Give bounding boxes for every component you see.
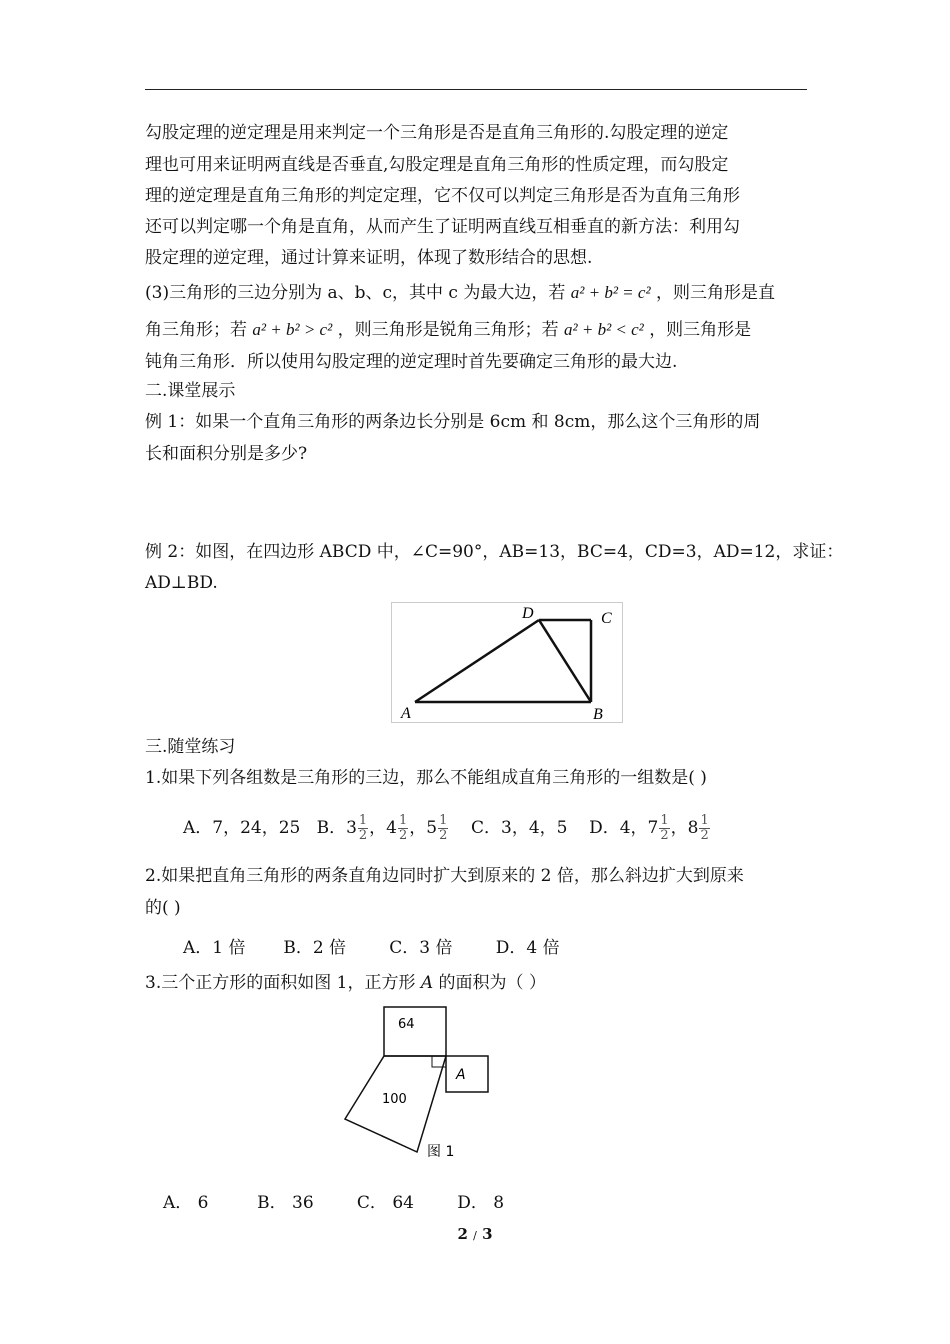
fraction-den: 2	[399, 828, 408, 843]
text: 角三角形；若	[145, 320, 247, 340]
quadrilateral-figure	[391, 602, 623, 724]
section-heading: 二.课堂展示	[145, 381, 236, 401]
total-pages: 3	[482, 1225, 493, 1243]
option-text: D．4，7	[589, 818, 659, 838]
option-d: D． 8	[457, 1193, 505, 1213]
square-64	[384, 1007, 446, 1056]
label-c: C	[601, 610, 612, 627]
option-c: C．3，4，5	[471, 818, 568, 838]
equation	[571, 283, 651, 302]
equation-text: a² + b² = c²	[570, 283, 651, 302]
para-3-line-3: 钝角三角形．所以使用勾股定理的逆定理时首先要确定三角形的最大边.	[145, 352, 678, 372]
para-line: 还可以判定哪一个角是直角，从而产生了证明两直线互相垂直的新方法：利用勾	[145, 217, 740, 237]
fraction-den: 2	[439, 828, 448, 843]
para-line: 股定理的逆定理，通过计算来证明，体现了数形结合的思想.	[145, 248, 593, 268]
question-3-stem	[145, 971, 546, 995]
option-c: C．3 倍	[389, 938, 453, 958]
option-text: ，5	[409, 818, 438, 838]
option-b: B．2 倍	[283, 938, 347, 958]
option-a: A．7，24，25	[183, 818, 301, 838]
para-line: 勾股定理的逆定理是用来判定一个三角形是否是直角三角形的.勾股定理的逆定	[145, 123, 729, 143]
option-d: D．4 倍	[495, 938, 560, 958]
question-3-options	[163, 1191, 504, 1215]
option-a: A．1 倍	[183, 938, 246, 958]
label-a: A	[456, 1067, 466, 1083]
para-3-line-1	[145, 281, 775, 305]
page-separator: /	[473, 1229, 477, 1242]
stem-variable: A	[420, 973, 434, 993]
equation: a² + b² > c²	[252, 320, 333, 339]
stem-text: 的面积为（ ）	[438, 973, 546, 993]
question-2-stem: 2.如果把直角三角形的两条直角边同时扩大到原来的 2 倍，那么斜边扩大到原来	[145, 866, 744, 886]
example-2-line: AD⊥BD.	[145, 573, 218, 593]
fraction	[659, 814, 669, 843]
option-d	[589, 813, 711, 843]
label-100: 100	[382, 1092, 407, 1107]
fraction	[358, 814, 368, 843]
fraction-den: 2	[660, 828, 669, 843]
stem-text: 3.三个正方形的面积如图 1，正方形	[145, 973, 416, 993]
fraction-num: 1	[660, 813, 669, 828]
fraction	[699, 814, 709, 843]
para-line: 理也可用来证明两直线是否垂直,勾股定理是直角三角形的性质定理，而勾股定	[145, 155, 729, 175]
example-1-line: 例 1：如果一个直角三角形的两条边长分别是 6cm 和 8cm，那么这个三角形的周	[145, 412, 761, 432]
option-b	[316, 813, 450, 843]
option-text: ，8	[670, 818, 699, 838]
three-squares-figure	[340, 1000, 500, 1165]
text: ，则三角形是直	[655, 283, 775, 303]
fraction-num: 1	[399, 813, 408, 828]
side-ad	[415, 620, 539, 702]
label-64: 64	[398, 1017, 415, 1032]
text: (3)三角形的三边分别为 a、b、c，其中 c 为最大边，若	[145, 283, 566, 303]
square-a	[446, 1056, 488, 1092]
option-text: ，4	[369, 818, 397, 838]
question-1-options	[183, 808, 711, 848]
header-rule	[145, 89, 807, 90]
fraction-den: 2	[358, 828, 368, 843]
side-bd	[539, 620, 591, 702]
figure-caption: 图 1	[427, 1144, 455, 1160]
label-a: A	[401, 705, 411, 722]
example-2-line: 例 2：如图，在四边形 ABCD 中，∠C=90°，AB=13，BC=4，CD=3，AD=12，求证：	[145, 542, 844, 562]
fraction	[398, 814, 408, 843]
section-heading: 三.随堂练习	[145, 737, 236, 757]
question-2-options	[183, 936, 560, 960]
label-b: B	[593, 706, 603, 723]
equation: a² + b² < c²	[564, 320, 644, 339]
page-number	[0, 1225, 950, 1243]
para-line: 理的逆定理是直角三角形的判定定理，它不仅可以判定三角形是否为直角三角形	[145, 186, 740, 206]
text: ，则三角形是	[649, 320, 752, 340]
example-1-line: 长和面积分别是多少?	[145, 444, 308, 464]
current-page: 2	[457, 1225, 468, 1243]
para-3-line-2	[145, 318, 751, 342]
fraction-den: 2	[700, 828, 709, 843]
fraction-num: 1	[358, 813, 368, 828]
option-b: B． 36	[257, 1193, 314, 1213]
question-1-stem: 1.如果下列各组数是三角形的三边，那么不能组成直角三角形的一组数是( )	[145, 768, 707, 788]
text: ，则三角形是锐角三角形；若	[337, 320, 559, 340]
option-c: C． 64	[356, 1193, 414, 1213]
question-2-stem: 的( )	[145, 898, 181, 918]
fraction-num: 1	[700, 813, 709, 828]
fraction-num: 1	[439, 813, 448, 828]
label-d: D	[522, 605, 534, 622]
option-a: A． 6	[163, 1193, 209, 1213]
option-text: B．3	[316, 818, 357, 838]
fraction	[438, 814, 448, 843]
